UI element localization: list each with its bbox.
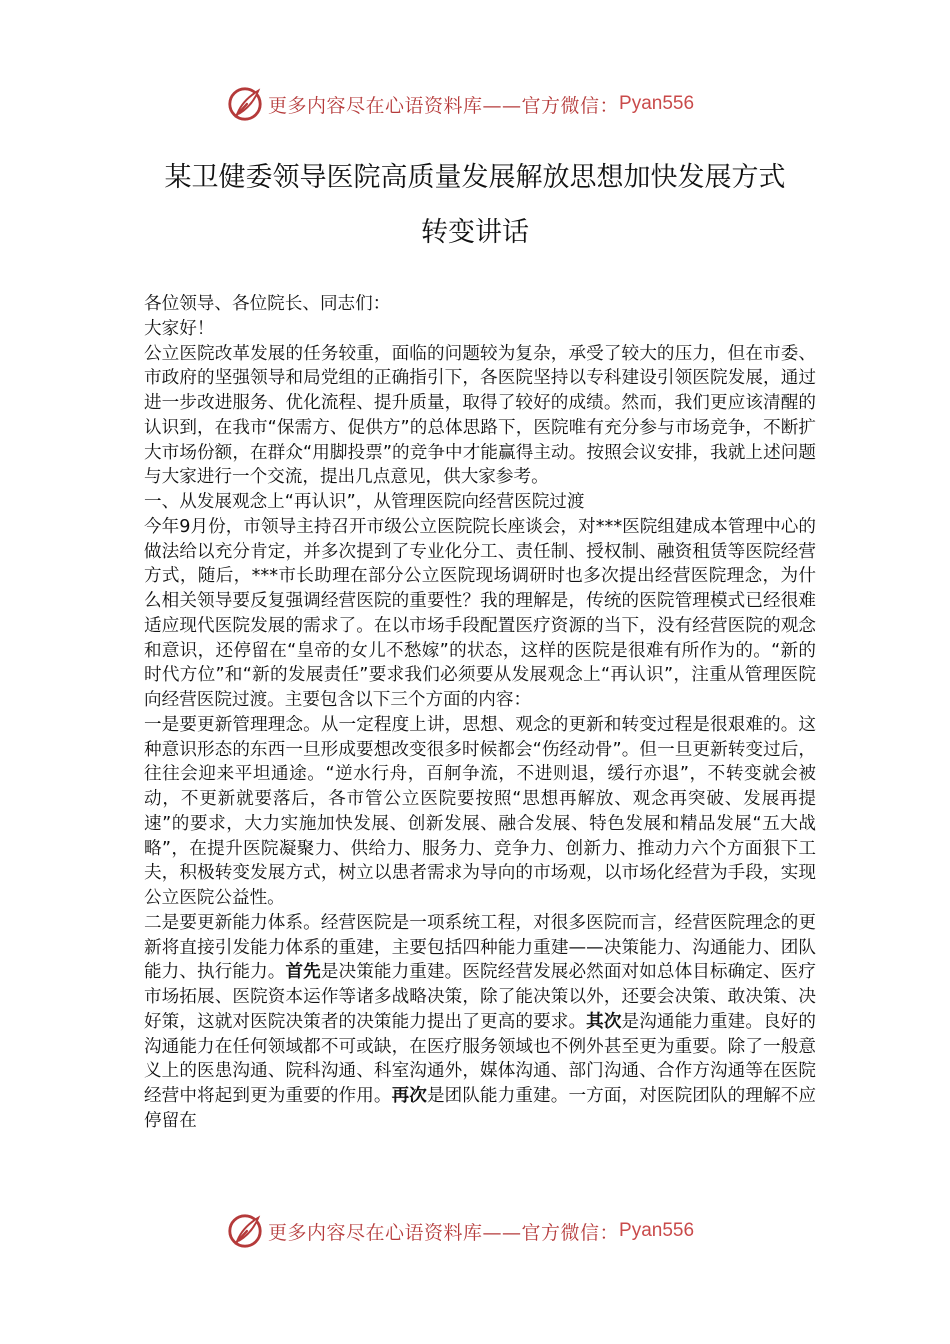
point-2-first: 首先 <box>285 962 321 983</box>
point-2-text-b: 是决策能力重建。医院经营发展必然面对如总体目标确定、医疗市场拓展、医院资本运作等诸多战略决策，除了能决策以外，还要会决策、敢决策、决好策，这就对医院决策者的决策能力提出了更高的要求。 <box>144 962 816 1032</box>
greeting: 各位领导、各位院长、同志们： <box>144 294 391 314</box>
section-1-paragraph: 今年9月份，市领导主持召开市级公立医院院长座谈会，对***医院组建成本管理中心的做法给以充分肯定，并多次提到了专业化分工、责任制、授权制、融资租赁等医院经营方式，随后，***市长助理在部分公立医院现场调研时也多次提出经营医院理念，为什么相关领导要反复强调经营医院的重要性？我的理解是，传统的医院管理模式已经很难适应现代医院发展的需求了。在以市场手段配置医疗资源的当下，没有经营医院的观念和意识，还停留在“皇帝的女儿不愁嫁”的状态，这样的医院是很难有所作为的。“新的时代方位”和“新的发展责任”要求我们必须要从发展观念上“再认识”，注重从管理医院向经营医院过渡。主要包含以下三个方面的内容： <box>144 516 816 710</box>
quill-logo-icon <box>226 1212 264 1250</box>
point-2-second: 其次 <box>586 1011 622 1032</box>
banner-text: 更多内容尽在心语资料库——官方微信： <box>268 1221 620 1244</box>
header-banner <box>226 84 746 124</box>
banner-text: 更多内容尽在心语资料库——官方微信： <box>268 94 620 117</box>
point-2-third: 再次 <box>391 1086 427 1106</box>
title-line-2: 转变讲话 <box>421 217 529 248</box>
document-body <box>144 292 816 1134</box>
point-1-paragraph: 一是要更新管理理念。从一定程度上讲，思想、观念的更新和转变过程是很艰难的。这种意识形态的东西一旦形成要想改变很多时候都会“伤经动骨”。但一旦更新转变过后，往往会迎来平坦通途。“逆水行舟，百舸争流，不进则退，缓行亦退”，不转变就会被动，不更新就要落后，各市管公立医院要按照“思想再解放、观念再突破、发展再提速”的要求，大力实施加快发展、创新发展、融合发展、特色发展和精品发展“五大战略”，在提升医院凝聚力、供给力、服务力、竞争力、创新力、推动力六个方面狠下工夫，积极转变发展方式，树立以患者需求为导向的市场观，以市场化经营为手段，实现公立医院公益性。 <box>144 714 816 908</box>
footer-banner <box>226 1211 746 1251</box>
hello: 大家好！ <box>144 318 215 339</box>
quill-logo-icon <box>226 85 264 123</box>
point-2-text-a: 二是要更新能力体系。经营医院是一项系统工程，对很多医院而言，经营医院理念的更新将直接引发能力体系的重建，主要包括四种能力重建——决策能力、沟通能力、团队能力、执行能力。 <box>144 912 816 983</box>
banner-wechat-id: Pyan556 <box>619 93 695 114</box>
section-1-heading: 一、从发展观念上“再认识”，从管理医院向经营医院过渡 <box>144 492 585 512</box>
page-title <box>120 150 830 260</box>
point-2-text-d: 是团队能力重建。一方面，对医院团队的理解不应停留在 <box>144 1086 816 1131</box>
point-2-text-c: 是沟通能力重建。良好的沟通能力在任何领域都不可或缺，在医疗服务领域也不例外甚至更为重要。除了一般意义上的医患沟通、院科沟通、科室沟通外，媒体沟通、部门沟通、合作方沟通等在医院经营中将起到更为重要的作用。 <box>144 1011 816 1106</box>
point-2-paragraph <box>144 911 816 1134</box>
banner-wechat-id: Pyan556 <box>619 1220 695 1241</box>
title-line-1: 某卫健委领导医院高质量发展解放思想加快发展方式 <box>164 162 786 193</box>
intro-paragraph: 公立医院改革发展的任务较重，面临的问题较为复杂，承受了较大的压力，但在市委、市政府的坚强领导和局党组的正确指引下，各医院坚持以专科建设引领医院发展，通过进一步改进服务、优化流程、提升质量，取得了较好的成绩。然而，我们更应该清醒的认识到，在我市“保需方、促供方”的总体思路下，医院唯有充分参与市场竞争，不断扩大市场份额，在群众“用脚投票”的竞争中才能赢得主动。按照会议安排，我就上述问题与大家进行一个交流，提出几点意见，供大家参考。 <box>144 343 816 488</box>
